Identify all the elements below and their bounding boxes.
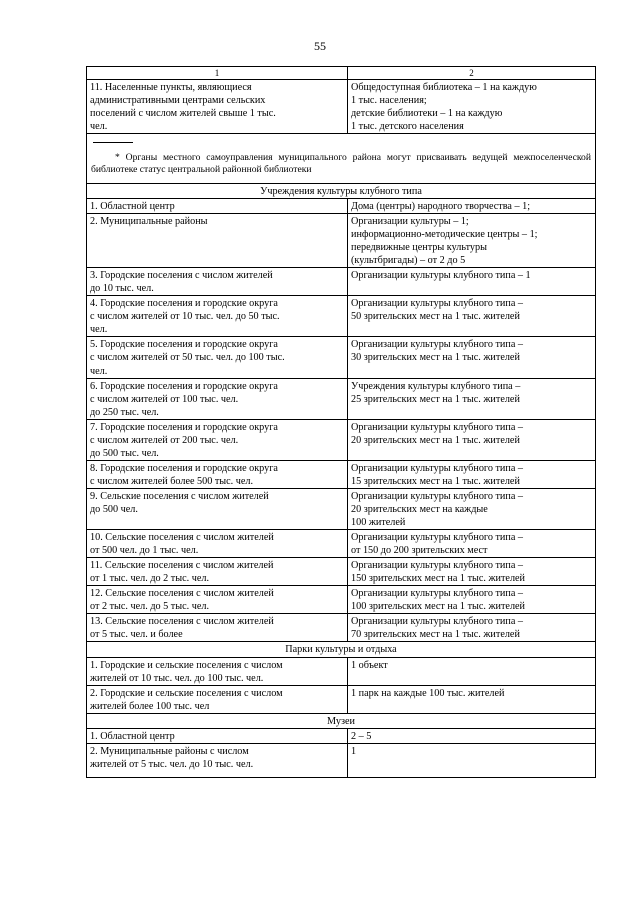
norm-cell — [348, 586, 596, 614]
column-number: 2 — [348, 67, 596, 80]
cell-line: 1. Городские и сельские поселения с числом — [90, 659, 283, 671]
section-title: Парки культуры и отдыха — [87, 642, 596, 657]
cell-line: 1 парк на каждые 100 тыс. жителей — [351, 687, 505, 699]
footnote-row — [87, 133, 596, 183]
cell-line: Организации культуры клубного типа – — [351, 339, 523, 351]
cell-line: до 10 тыс. чел. — [90, 283, 154, 295]
cell-line: 5. Городские поселения и городские округа — [90, 339, 278, 351]
table-row — [87, 460, 596, 488]
section-museums — [87, 713, 596, 728]
table-row — [87, 728, 596, 743]
table-row — [87, 296, 596, 337]
settlement-type-cell — [87, 419, 348, 460]
cell-line: 2. Городские и сельские поселения с числом — [90, 687, 283, 699]
cell-line: 11. Сельские поселения с числом жителей — [90, 560, 274, 572]
table-row — [87, 198, 596, 213]
cell-line: 4. Городские поселения и городские округа — [90, 298, 278, 310]
table-row — [87, 586, 596, 614]
cell-line: до 250 тыс. чел. — [90, 406, 159, 418]
settlement-type-cell — [87, 296, 348, 337]
settlement-type-cell — [87, 530, 348, 558]
cell-line: жителей от 5 тыс. чел. до 10 тыс. чел. — [90, 758, 254, 770]
cell-line: 8. Городские поселения и городские округа — [90, 462, 278, 474]
table-row — [87, 268, 596, 296]
settlement-type-cell — [87, 488, 348, 529]
cell-line: от 2 тыс. чел. до 5 тыс. чел. — [90, 601, 209, 613]
cell-line: Организации культуры клубного типа – 1 — [351, 270, 531, 282]
norm-cell — [348, 79, 596, 133]
column-numbers-row — [87, 67, 596, 80]
cell-line: 2. Муниципальные районы — [90, 216, 208, 228]
cell-line: жителей от 10 тыс. чел. до 100 тыс. чел. — [90, 672, 264, 684]
norm-cell — [348, 657, 596, 685]
cell-line: 1. Областной центр — [90, 200, 175, 212]
norm-cell — [348, 488, 596, 529]
table-row — [87, 614, 596, 642]
cell-line: до 500 тыс. чел. — [90, 447, 159, 459]
settlement-type-cell — [87, 198, 348, 213]
table-row — [87, 558, 596, 586]
cell-line: Организации культуры клубного типа – — [351, 532, 523, 544]
table-row — [87, 657, 596, 685]
cell-line: Организации культуры клубного типа – — [351, 616, 523, 628]
column-number: 1 — [87, 67, 348, 80]
norm-cell — [348, 530, 596, 558]
table-row — [87, 214, 596, 268]
cell-line: с числом жителей от 10 тыс. чел. до 50 тыс. — [90, 311, 280, 323]
cell-line: 12. Сельские поселения с числом жителей — [90, 588, 274, 600]
cell-line: от 500 чел. до 1 тыс. чел. — [90, 545, 199, 557]
table-row — [87, 743, 596, 777]
table-row — [87, 488, 596, 529]
footnote-cell — [87, 133, 596, 183]
settlement-type-cell — [87, 728, 348, 743]
cell-line: чел. — [90, 324, 108, 336]
table-row — [87, 530, 596, 558]
norm-cell — [348, 268, 596, 296]
cell-line: Общедоступная библиотека – 1 на каждую — [351, 81, 537, 93]
table-row — [87, 419, 596, 460]
table-row — [87, 378, 596, 419]
settlement-type-cell — [87, 79, 348, 133]
norm-cell — [348, 296, 596, 337]
settlement-type-cell — [87, 337, 348, 378]
footnote-text: * Органы местного самоуправления муниципального района могут присваивать ведущей межпоселенческой библиотеке статус центральной районной библиотеки — [91, 151, 591, 176]
settlement-type-cell — [87, 743, 348, 777]
cell-line: от 150 до 200 зрительских мест — [351, 545, 488, 557]
cell-line: Учреждения культуры клубного типа – — [351, 380, 521, 392]
cell-line: Организации культуры клубного типа – — [351, 462, 523, 474]
cell-line: 100 зрительских мест на 1 тыс. жителей — [351, 601, 526, 613]
cell-line: от 1 тыс. чел. до 2 тыс. чел. — [90, 573, 209, 585]
cell-line: 2 – 5 — [351, 730, 372, 742]
cell-line: 20 зрительских мест на 1 тыс. жителей — [351, 434, 520, 446]
cell-line: 11. Населенные пункты, являющиеся — [90, 81, 252, 93]
settlement-type-cell — [87, 214, 348, 268]
cell-line: 6. Городские поселения и городские округа — [90, 380, 278, 392]
cell-line: 30 зрительских мест на 1 тыс. жителей — [351, 352, 520, 364]
norms-table — [86, 66, 596, 778]
cell-line: с числом жителей от 200 тыс. чел. — [90, 434, 239, 446]
table-row — [87, 79, 596, 133]
norm-cell — [348, 743, 596, 777]
cell-line: 3. Городские поселения с числом жителей — [90, 270, 273, 282]
norm-cell — [348, 337, 596, 378]
cell-line: Организации культуры клубного типа – — [351, 588, 523, 600]
cell-line: Организации культуры клубного типа – — [351, 560, 523, 572]
cell-line: Организации культуры – 1; — [351, 216, 469, 228]
settlement-type-cell — [87, 378, 348, 419]
section-title: Учреждения культуры клубного типа — [87, 183, 596, 198]
cell-line: 1 тыс. детского населения — [351, 120, 464, 132]
cell-line: информационно-методические центры – 1; — [351, 229, 538, 241]
cell-line: до 500 чел. — [90, 504, 138, 515]
norm-cell — [348, 460, 596, 488]
section-title: Музеи — [87, 713, 596, 728]
cell-line: 1 тыс. населения; — [351, 94, 427, 106]
cell-line: чел. — [90, 365, 108, 377]
cell-line: Организации культуры клубного типа – — [351, 490, 523, 502]
cell-line: поселений с числом жителей свыше 1 тыс. — [90, 107, 276, 119]
norm-cell — [348, 378, 596, 419]
cell-line: 1 — [351, 745, 357, 757]
cell-line: административными центрами сельских — [90, 94, 266, 106]
cell-line: 70 зрительских мест на 1 тыс. жителей — [351, 629, 520, 641]
cell-line: Организации культуры клубного типа – — [351, 421, 523, 433]
section-parks — [87, 642, 596, 657]
settlement-type-cell — [87, 657, 348, 685]
cell-line: с числом жителей более 500 тыс. чел. — [90, 475, 254, 487]
cell-line: Дома (центры) народного творчества – 1; — [351, 200, 531, 212]
cell-line: 100 жителей — [351, 517, 406, 529]
cell-line: Организации культуры клубного типа – — [351, 298, 523, 310]
cell-line: (культбригады) – от 2 до 5 — [351, 255, 466, 267]
cell-line: с числом жителей от 100 тыс. чел. — [90, 393, 239, 405]
cell-line: передвижные центры культуры — [351, 242, 487, 254]
cell-line: чел. — [90, 120, 108, 132]
cell-line: 2. Муниципальные районы с числом — [90, 745, 249, 757]
settlement-type-cell — [87, 268, 348, 296]
norm-cell — [348, 558, 596, 586]
cell-line: жителей более 100 тыс. чел — [90, 700, 210, 712]
cell-line: 9. Сельские поселения с числом жителей — [90, 490, 269, 502]
settlement-type-cell — [87, 614, 348, 642]
norm-cell — [348, 728, 596, 743]
norm-cell — [348, 685, 596, 713]
cell-line: 150 зрительских мест на 1 тыс. жителей — [351, 573, 526, 585]
norm-cell — [348, 419, 596, 460]
page-number: 55 — [314, 39, 326, 53]
cell-line: детские библиотеки – 1 на каждую — [351, 107, 503, 119]
settlement-type-cell — [87, 685, 348, 713]
cell-line: 10. Сельские поселения с числом жителей — [90, 532, 274, 544]
cell-line: 15 зрительских мест на 1 тыс. жителей — [351, 475, 520, 487]
table-row — [87, 337, 596, 378]
settlement-type-cell — [87, 558, 348, 586]
cell-line: с числом жителей от 50 тыс. чел. до 100 тыс. — [90, 352, 285, 364]
cell-line: 25 зрительских мест на 1 тыс. жителей — [351, 393, 520, 405]
cell-line: 20 зрительских мест на каждые — [351, 504, 488, 515]
cell-line: 50 зрительских мест на 1 тыс. жителей — [351, 311, 520, 323]
norm-cell — [348, 214, 596, 268]
settlement-type-cell — [87, 586, 348, 614]
footnote-rule — [93, 142, 133, 143]
section-club-institutions — [87, 183, 596, 198]
cell-line: 7. Городские поселения и городские округа — [90, 421, 278, 433]
norm-cell — [348, 198, 596, 213]
settlement-type-cell — [87, 460, 348, 488]
cell-line: 13. Сельские поселения с числом жителей — [90, 616, 274, 628]
cell-line: 1 объект — [351, 659, 388, 671]
cell-line: 1. Областной центр — [90, 730, 175, 742]
table-row — [87, 685, 596, 713]
norm-cell — [348, 614, 596, 642]
cell-line: от 5 тыс. чел. и более — [90, 629, 183, 641]
